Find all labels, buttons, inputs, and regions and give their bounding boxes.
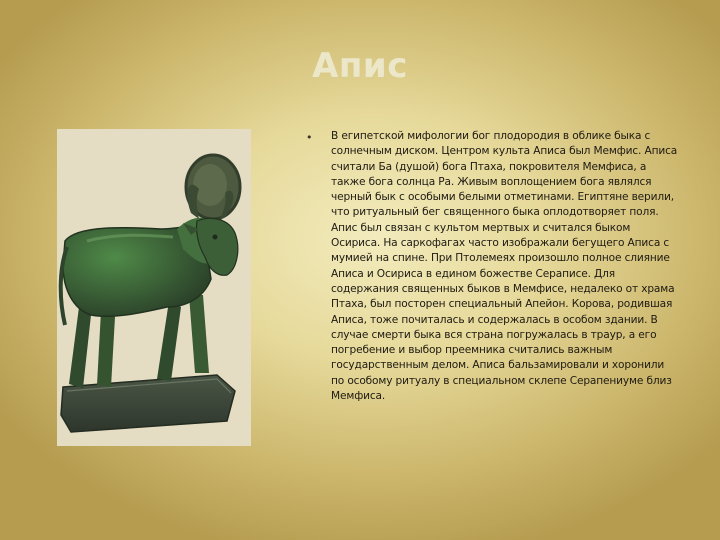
slide-title: Апис: [312, 46, 408, 86]
description-text: В египетской мифологии бог плодородия в облике быка с солнечным диском. Центром культа Аписа был Мемфис. Аписа считали Ба (душой) бога Птаха, покровителя Мемфиса, а также бога солнца Ра. Живым воплощением бога являлся черный бык с особыми белыми отметинами. Египтяне верили, что ритуальный бег священного быка оплодотворяет поля. Апис был связан с культом мертвых и считался быком Осириса. На саркофагах часто изображали бегущего Аписа с мумией на спине. При Птолемеях произошло полное слияние Аписа и Осириса в едином божестве Сераписе. Для содержания священных быков в Мемфисе, недалеко от храма Птаха, был посторен специальный Апейон. Корова, родившая Аписа, тоже почиталась и содержалась в особом здании. В случае смерти быка вся страна погружалась в траур, а его погребение и выбор преемника считались важным государственным делом. Аписа бальзамировали и хоронили по особому ритуалу в специальном склепе Серапениуме близ Мемфиса.: [331, 130, 678, 403]
apis-bull-statue-illustration: [57, 129, 251, 446]
bullet-marker: •: [306, 131, 313, 144]
apis-statue-image: [57, 129, 251, 446]
